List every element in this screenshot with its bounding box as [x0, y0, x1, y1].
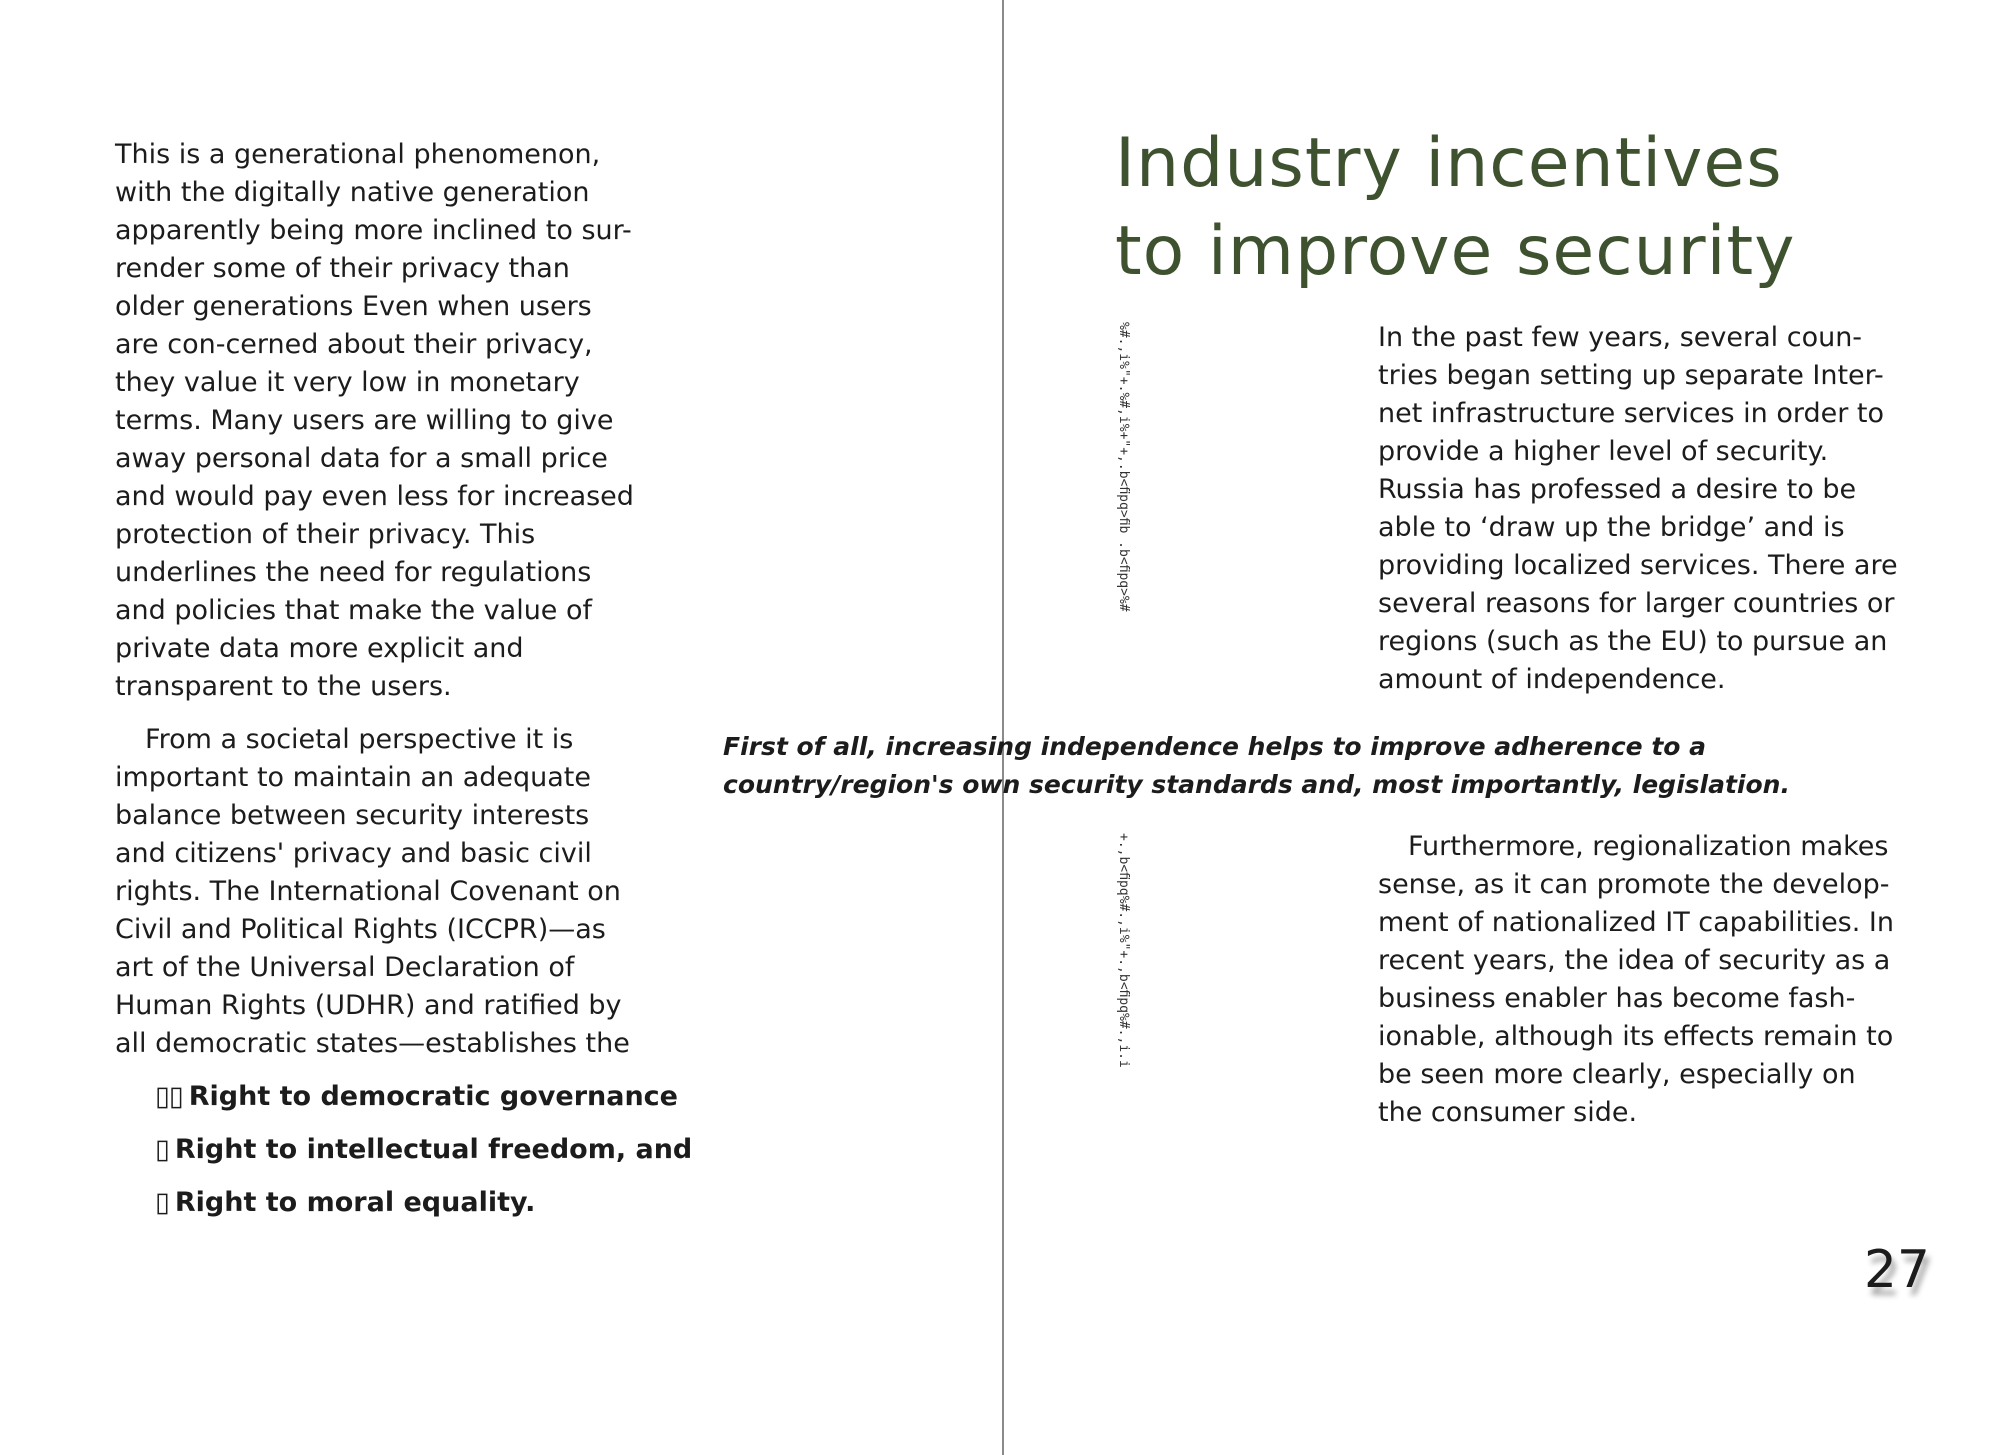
- right-column-top: [1378, 319, 1898, 699]
- bullet-icon: ▯: [155, 1134, 169, 1165]
- page-number: 27: [1863, 1240, 1930, 1300]
- right-label: Right to intellectual freedom, and: [174, 1134, 693, 1165]
- left-page-body: [115, 136, 635, 1063]
- glyph-strip-text: %#.,i%"+.%#,i%+"+,.b<ﬁpq>ﬁb .b<ﬁpq>%#: [1116, 322, 1131, 612]
- right-paragraph-1: In the past few years, several coun-tries began setting up separate Inter-net infrastructure services in order to provide a higher level of security. Russia has professed a desire to be able to ‘draw up the bridge’ and is providing localized services. There are several reasons for larger countries or regions (such as the EU) to pursue an amount of independence.: [1378, 322, 1898, 695]
- bullet-icon: ▯: [155, 1187, 169, 1218]
- decorative-glyph-strip-top: [1113, 322, 1133, 690]
- right-column-bottom: [1378, 828, 1898, 1132]
- right-paragraph-2: Furthermore, regionalization makes sense, as it can promote the develop-ment of nationalized IT capabilities. In recent years, the idea of security as a business enabler has become fash-ionable, although its effects remain to be seen more clearly, especially on the consumer side.: [1378, 831, 1894, 1128]
- list-item: [155, 1079, 715, 1115]
- left-paragraph-1: This is a generational phenomenon, with the digitally native generation apparently being more inclined to sur-render some of their privacy than older generations Even when users are con-cerned about their privacy, they value it very low in monetary terms. Many users are willing to give away personal data for a small price and would pay even less for increased protection of their privacy. This underlines the need for regulations and policies that make the value of private data more explicit and transparent to the users.: [115, 139, 634, 702]
- pull-quote: First of all, increasing independence helps to improve adherence to a country/region's own security standards and, most importantly, legislation.: [723, 732, 1790, 799]
- bullet-icon: ▯▯: [155, 1081, 183, 1112]
- decorative-glyph-strip-bottom: [1113, 833, 1133, 1128]
- list-item: [155, 1132, 715, 1168]
- right-label: Right to democratic governance: [188, 1081, 678, 1112]
- glyph-strip-text: +.,b<ﬁpq%#.,i%"+.,b<ﬁpq%#.,i.i: [1116, 833, 1131, 1068]
- rights-list: [115, 1079, 715, 1238]
- list-item: [155, 1185, 715, 1221]
- right-label: Right to moral equality.: [174, 1187, 536, 1218]
- left-paragraph-2: From a societal perspective it is important to maintain an adequate balance between security interests and citizens' privacy and basic civil rights. The International Covenant on Civil and Political Rights (ICCPR)—as art of the Universal Declaration of Human Rights (UDHR) and ratified by all democratic states—establishes the: [115, 724, 630, 1059]
- page-title: Industry incentives to improve security: [1115, 124, 1796, 291]
